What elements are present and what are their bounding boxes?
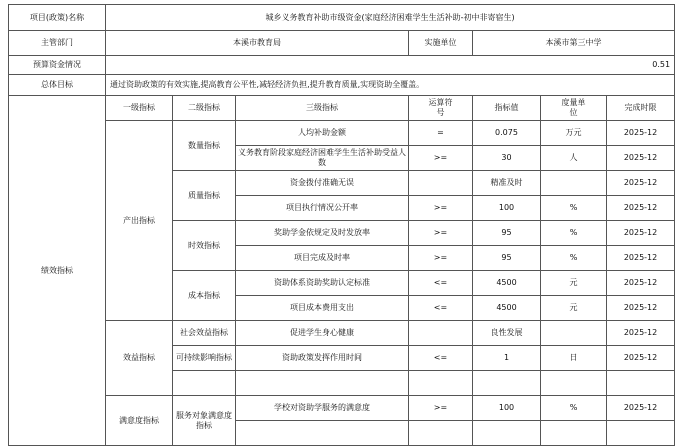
implementing-unit-value: 本溪市第三中学 xyxy=(473,31,675,56)
level2-service-satisfaction: 服务对象满意度指标 xyxy=(173,396,236,446)
indicator-value-empty xyxy=(473,421,541,446)
indicator-name: 促进学生身心健康 xyxy=(236,321,409,346)
indicator-operator: <= xyxy=(409,346,473,371)
indicator-unit: 元 xyxy=(541,296,607,321)
indicator-operator: >= xyxy=(409,146,473,171)
indicator-value: 0.075 xyxy=(473,121,541,146)
indicator-operator: >= xyxy=(409,396,473,421)
indicator-name: 资助政策发挥作用时间 xyxy=(236,346,409,371)
indicator-value: 精准及时 xyxy=(473,171,541,196)
budget-value: 0.51 xyxy=(106,56,675,75)
indicator-operator-empty xyxy=(409,371,473,396)
indicator-unit: 元 xyxy=(541,271,607,296)
department-label: 主管部门 xyxy=(9,31,106,56)
indicator-name: 项目执行情况公开率 xyxy=(236,196,409,221)
indicator-unit: % xyxy=(541,246,607,271)
indicator-value: 95 xyxy=(473,246,541,271)
col-operator-header: 运算符号 xyxy=(409,96,473,121)
indicator-name: 义务教育阶段家庭经济困难学生生活补助受益人数 xyxy=(236,146,409,171)
indicator-name: 项目成本费用支出 xyxy=(236,296,409,321)
indicator-deadline: 2025-12 xyxy=(607,396,675,421)
indicator-deadline: 2025-12 xyxy=(607,171,675,196)
col-level1-header: 一级指标 xyxy=(106,96,173,121)
indicator-operator: >= xyxy=(409,196,473,221)
indicator-deadline: 2025-12 xyxy=(607,346,675,371)
overall-goal-row xyxy=(9,75,675,96)
indicator-value: 95 xyxy=(473,221,541,246)
indicator-name: 奖助学金依规定及时发放率 xyxy=(236,221,409,246)
col-deadline-header: 完成时限 xyxy=(607,96,675,121)
indicator-operator: >= xyxy=(409,221,473,246)
indicator-unit: 万元 xyxy=(541,121,607,146)
indicator-name: 人均补助金额 xyxy=(236,121,409,146)
level2-sustainability: 可持续影响指标 xyxy=(173,346,236,371)
table-row xyxy=(9,396,675,421)
indicator-deadline: 2025-12 xyxy=(607,221,675,246)
level1-output: 产出指标 xyxy=(106,121,173,321)
col-level2-header: 二级指标 xyxy=(173,96,236,121)
level2-quality: 质量指标 xyxy=(173,171,236,221)
indicator-operator xyxy=(409,171,473,196)
level2-timeliness: 时效指标 xyxy=(173,221,236,271)
department-value: 本溪市教育局 xyxy=(106,31,409,56)
performance-target-table xyxy=(8,4,674,446)
indicator-deadline: 2025-12 xyxy=(607,146,675,171)
indicator-unit: % xyxy=(541,396,607,421)
indicator-unit xyxy=(541,321,607,346)
indicator-unit-empty xyxy=(541,371,607,396)
indicator-unit: % xyxy=(541,221,607,246)
indicator-value: 100 xyxy=(473,196,541,221)
indicator-name: 项目完成及时率 xyxy=(236,246,409,271)
table-row xyxy=(9,121,675,146)
indicator-unit: 日 xyxy=(541,346,607,371)
indicator-name: 资助体系资助奖助认定标准 xyxy=(236,271,409,296)
performance-indicators-label: 绩效指标 xyxy=(9,96,106,446)
indicator-operator xyxy=(409,321,473,346)
column-header-row xyxy=(9,96,675,121)
indicator-operator: = xyxy=(409,121,473,146)
indicator-table xyxy=(8,4,675,446)
implementing-unit-label: 实施单位 xyxy=(409,31,473,56)
col-unit-header: 度量单位 xyxy=(541,96,607,121)
level1-benefit: 效益指标 xyxy=(106,321,173,396)
indicator-value: 1 xyxy=(473,346,541,371)
indicator-name-empty xyxy=(236,371,409,396)
level2-social: 社会效益指标 xyxy=(173,321,236,346)
level2-empty xyxy=(173,371,236,396)
indicator-name: 资金拨付准确无误 xyxy=(236,171,409,196)
level2-cost: 成本指标 xyxy=(173,271,236,321)
indicator-value-empty xyxy=(473,371,541,396)
indicator-deadline: 2025-12 xyxy=(607,246,675,271)
indicator-operator: >= xyxy=(409,246,473,271)
indicator-value: 4500 xyxy=(473,296,541,321)
indicator-unit-empty xyxy=(541,421,607,446)
department-row xyxy=(9,31,675,56)
indicator-deadline: 2025-12 xyxy=(607,296,675,321)
col-value-header: 指标值 xyxy=(473,96,541,121)
overall-goal-value: 通过资助政策的有效实施,提高教育公平性,减轻经济负担,提升教育质量,实现资助全覆盖。 xyxy=(106,75,675,96)
indicator-unit: 人 xyxy=(541,146,607,171)
indicator-operator-empty xyxy=(409,421,473,446)
indicator-name: 学校对资助学服务的满意度 xyxy=(236,396,409,421)
indicator-deadline: 2025-12 xyxy=(607,271,675,296)
budget-label: 预算资金情况 xyxy=(9,56,106,75)
indicator-value: 良性发展 xyxy=(473,321,541,346)
project-name-row xyxy=(9,5,675,31)
indicator-deadline: 2025-12 xyxy=(607,121,675,146)
indicator-operator: <= xyxy=(409,296,473,321)
indicator-deadline: 2025-12 xyxy=(607,196,675,221)
indicator-deadline-empty xyxy=(607,421,675,446)
indicator-value: 30 xyxy=(473,146,541,171)
budget-row xyxy=(9,56,675,75)
indicator-deadline: 2025-12 xyxy=(607,321,675,346)
indicator-deadline-empty xyxy=(607,371,675,396)
indicator-value: 100 xyxy=(473,396,541,421)
indicator-value: 4500 xyxy=(473,271,541,296)
project-name-label: 项目(政策)名称 xyxy=(9,5,106,31)
table-row xyxy=(9,321,675,346)
indicator-name-empty xyxy=(236,421,409,446)
level1-satisfaction: 满意度指标 xyxy=(106,396,173,446)
level2-quantity: 数量指标 xyxy=(173,121,236,171)
indicator-unit: % xyxy=(541,196,607,221)
project-name-value: 城乡义务教育补助市级资金(家庭经济困难学生生活补助-初中非寄宿生) xyxy=(106,5,675,31)
col-level3-header: 三级指标 xyxy=(236,96,409,121)
overall-goal-label: 总体目标 xyxy=(9,75,106,96)
indicator-unit xyxy=(541,171,607,196)
indicator-operator: <= xyxy=(409,271,473,296)
